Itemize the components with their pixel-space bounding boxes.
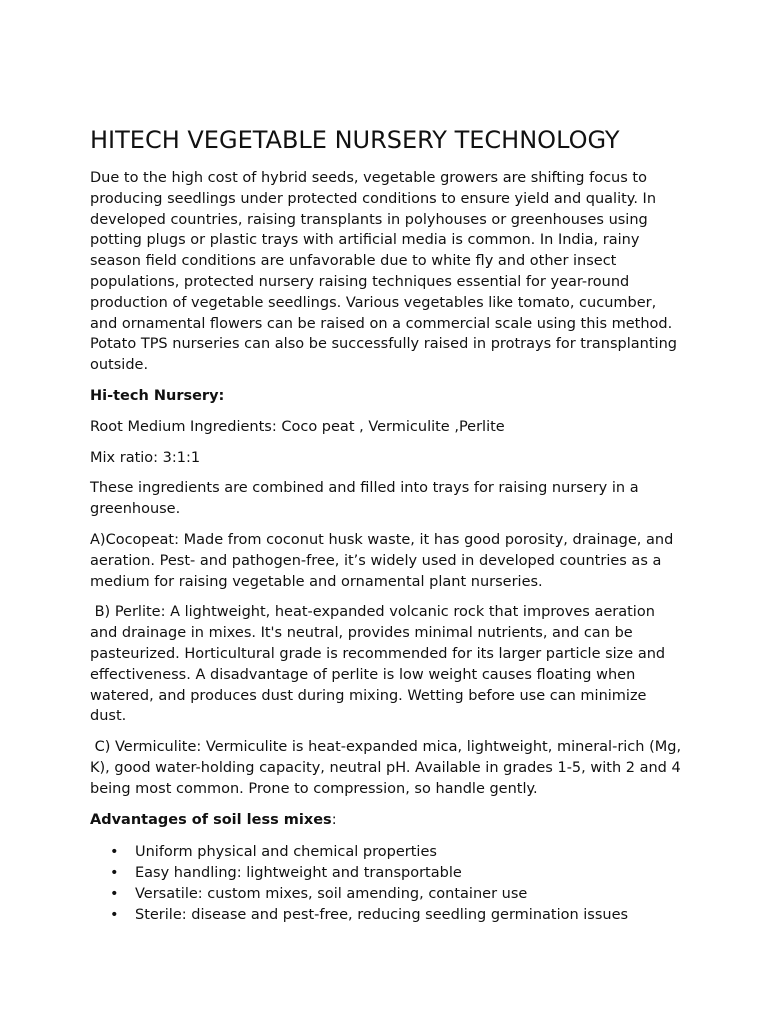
advantages-heading-line <box>90 810 686 831</box>
list-item-text: Uniform physical and chemical properties <box>135 844 437 861</box>
list-item <box>90 863 686 884</box>
bullet-icon: • <box>110 844 119 861</box>
list-item <box>90 842 686 863</box>
bullet-icon: • <box>110 885 119 902</box>
root-medium-paragraph: Root Medium Ingredients: Coco peat , Vermiculite ,Perlite <box>90 418 505 435</box>
perlite-paragraph: B) Perlite: A lightweight, heat-expanded volcanic rock that improves aeration and drainage in mixes. It's neutral, provides minimal nutrients, and can be pasteurized. Horticultural grade is recommended for its larger particle size and effectiveness. A disadvantage of perlite is low weight causes floating when watered, and produces dust during mixing. Wetting before use can minimize dust. <box>90 604 670 725</box>
bullet-icon: • <box>110 865 119 882</box>
bullet-icon: • <box>110 906 119 923</box>
intro-paragraph: Due to the high cost of hybrid seeds, vegetable growers are shifting focus to producing seedlings under protected conditions to ensure yield and quality. In developed countries, raising transplants in polyhouses or greenhouses using potting plugs or plastic trays with artificial media is common. In India, rainy season field conditions are unfavorable due to white fly and other insect populations, protected nursery raising techniques essential for year-round production of vegetable seedlings. Various vegetables like tomato, cucumber, and ornamental flowers can be raised on a commercial scale using this method. Potato TPS nurseries can also be successfully raised in protrays for transplanting outside. <box>90 170 677 374</box>
vermiculite-paragraph: C) Vermiculite: Vermiculite is heat-expanded mica, lightweight, mineral-rich (Mg, K), good water-holding capacity, neutral pH. Available in grades 1-5, with 2 and 4 being most common. Prone to compression, so handle gently. <box>90 739 686 797</box>
list-item-text: Easy handling: lightweight and transportable <box>135 865 462 882</box>
mix-ratio-paragraph: Mix ratio: 3:1:1 <box>90 449 201 466</box>
advantages-heading-colon: : <box>331 811 337 828</box>
document-title: HITECH VEGETABLE NURSERY TECHNOLOGY <box>90 126 620 154</box>
list-item <box>90 905 686 926</box>
advantages-heading: Advantages of soil less mixes <box>90 811 332 828</box>
list-item-text: Versatile: custom mixes, soil amending, container use <box>135 885 528 902</box>
hitech-nursery-heading: Hi-tech Nursery: <box>90 387 225 404</box>
advantages-list <box>90 842 686 925</box>
list-item <box>90 884 686 905</box>
document-page <box>90 122 686 926</box>
cocopeat-paragraph: A)Cocopeat: Made from coconut husk waste, it has good porosity, drainage, and aeration. Pest- and pathogen-free, it’s widely used in developed countries as a medium for raising vegetable and ornamental plant nurseries. <box>90 531 674 590</box>
combined-paragraph: These ingredients are combined and filled into trays for raising nursery in a greenhouse. <box>90 480 639 518</box>
list-item-text: Sterile: disease and pest-free, reducing seedling germination issues <box>135 906 629 923</box>
